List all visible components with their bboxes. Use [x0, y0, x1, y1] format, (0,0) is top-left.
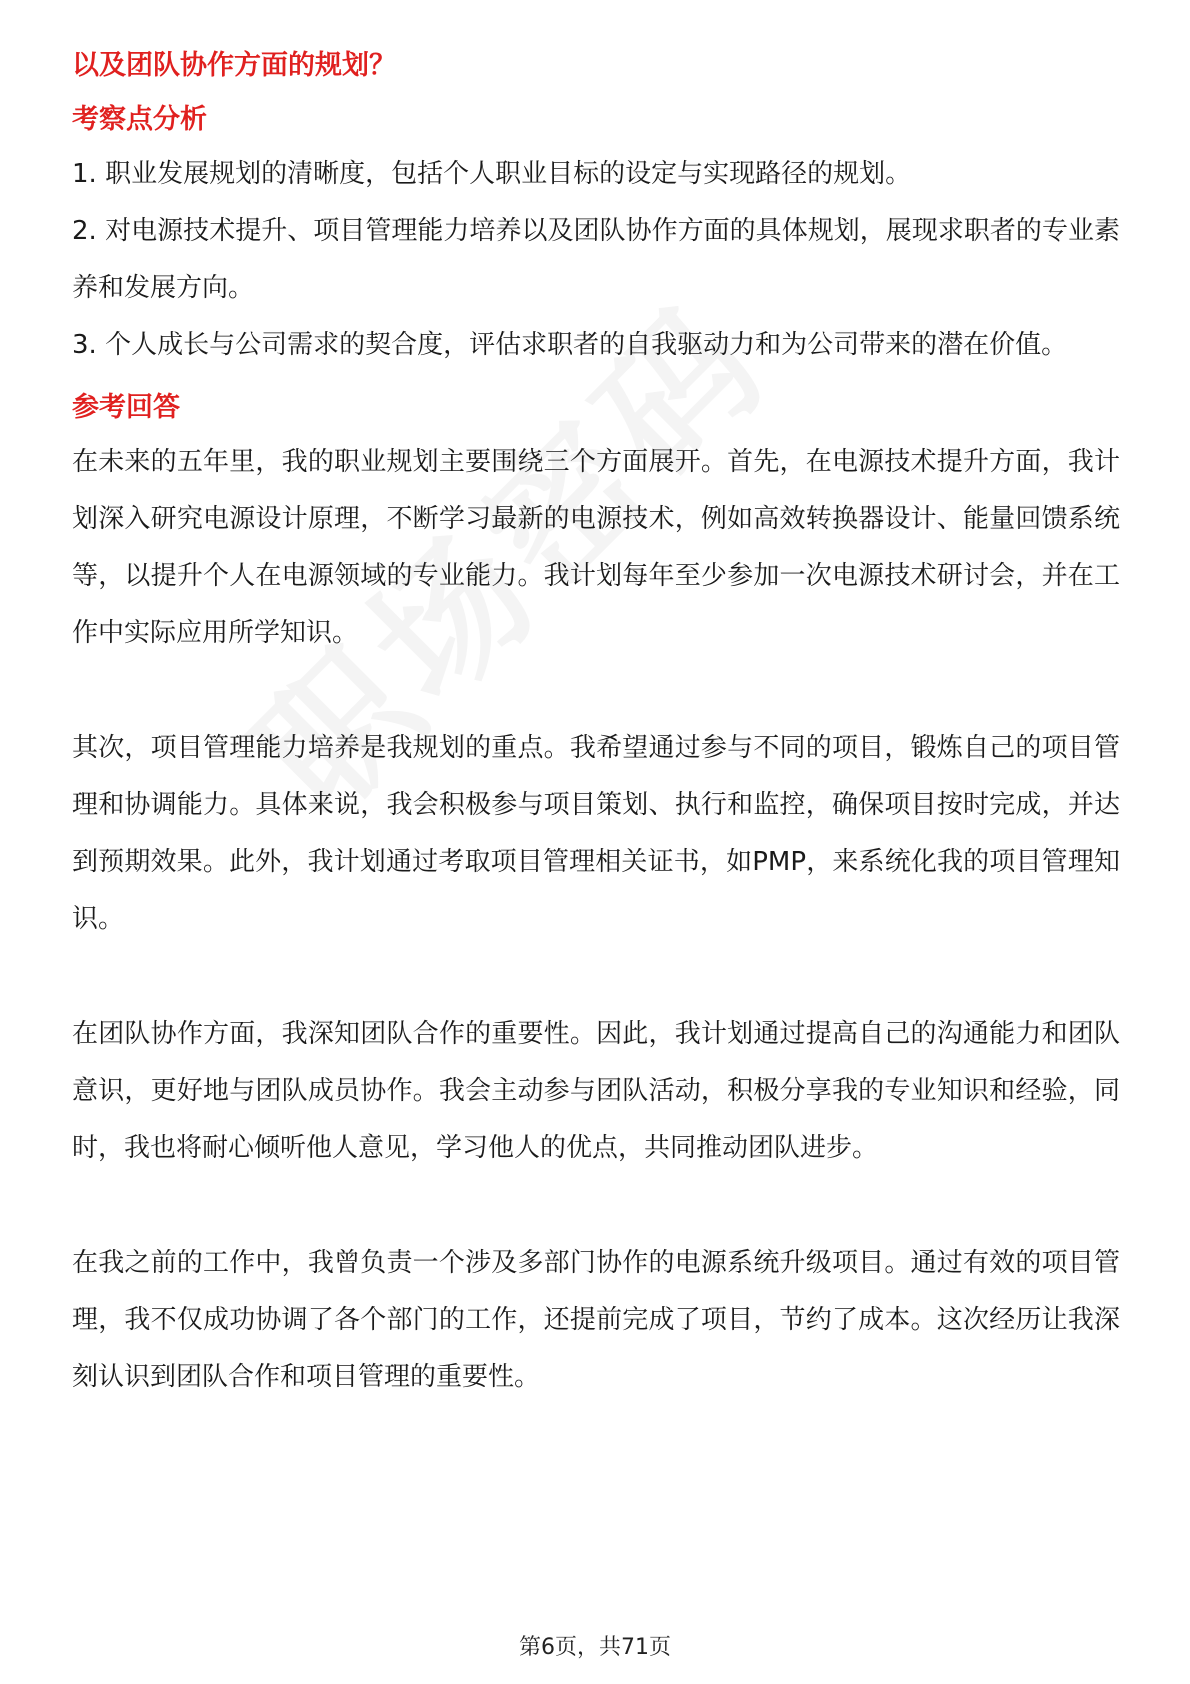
paragraph-gap — [72, 1177, 1120, 1235]
answer-paragraph-2: 其次，项目管理能力培养是我规划的重点。我希望通过参与不同的项目，锻炼自己的项目管理和协调能力。具体来说，我会积极参与项目策划、执行和监控，确保项目按时完成，并达到预期效果。此外，我计划通过考取项目管理相关证书，如PMP，来系统化我的项目管理知识。 — [72, 733, 1120, 934]
answer-paragraph-4: 在我之前的工作中，我曾负责一个涉及多部门协作的电源系统升级项目。通过有效的项目管理，我不仅成功协调了各个部门的工作，还提前完成了项目，节约了成本。这次经历让我深刻认识到团队合作和项目管理的重要性。 — [72, 1248, 1120, 1392]
paragraph-gap — [72, 948, 1120, 1006]
question-tail: 以及团队协作方面的规划？ — [72, 50, 396, 81]
paragraph-gap — [72, 662, 1120, 720]
answer-paragraph-1: 在未来的五年里，我的职业规划主要围绕三个方面展开。首先，在电源技术提升方面，我计划深入研究电源设计原理，不断学习最新的电源技术，例如高效转换器设计、能量回馈系统等，以提升个人在电源领域的专业能力。我计划每年至少参加一次电源技术研讨会，并在工作中实际应用所学知识。 — [72, 447, 1120, 648]
answer-heading: 参考回答 — [72, 392, 180, 423]
answer-paragraph-3: 在团队协作方面，我深知团队合作的重要性。因此，我计划通过提高自己的沟通能力和团队意识，更好地与团队成员协作。我会主动参与团队活动，积极分享我的专业知识和经验，同时，我也将耐心倾听他人意见，学习他人的优点，共同推动团队进步。 — [72, 1019, 1120, 1163]
analysis-item-1: 1. 职业发展规划的清晰度，包括个人职业目标的设定与实现路径的规划。 — [72, 159, 912, 189]
analysis-item-2: 2. 对电源技术提升、项目管理能力培养以及团队协作方面的具体规划，展现求职者的专业素养和发展方向。 — [72, 216, 1120, 303]
analysis-item-3: 3. 个人成长与公司需求的契合度，评估求职者的自我驱动力和为公司带来的潜在价值。 — [72, 330, 1068, 360]
page-number: 第6页，共71页 — [519, 1635, 671, 1660]
document-body — [72, 46, 1120, 1406]
analysis-heading: 考察点分析 — [72, 104, 207, 135]
